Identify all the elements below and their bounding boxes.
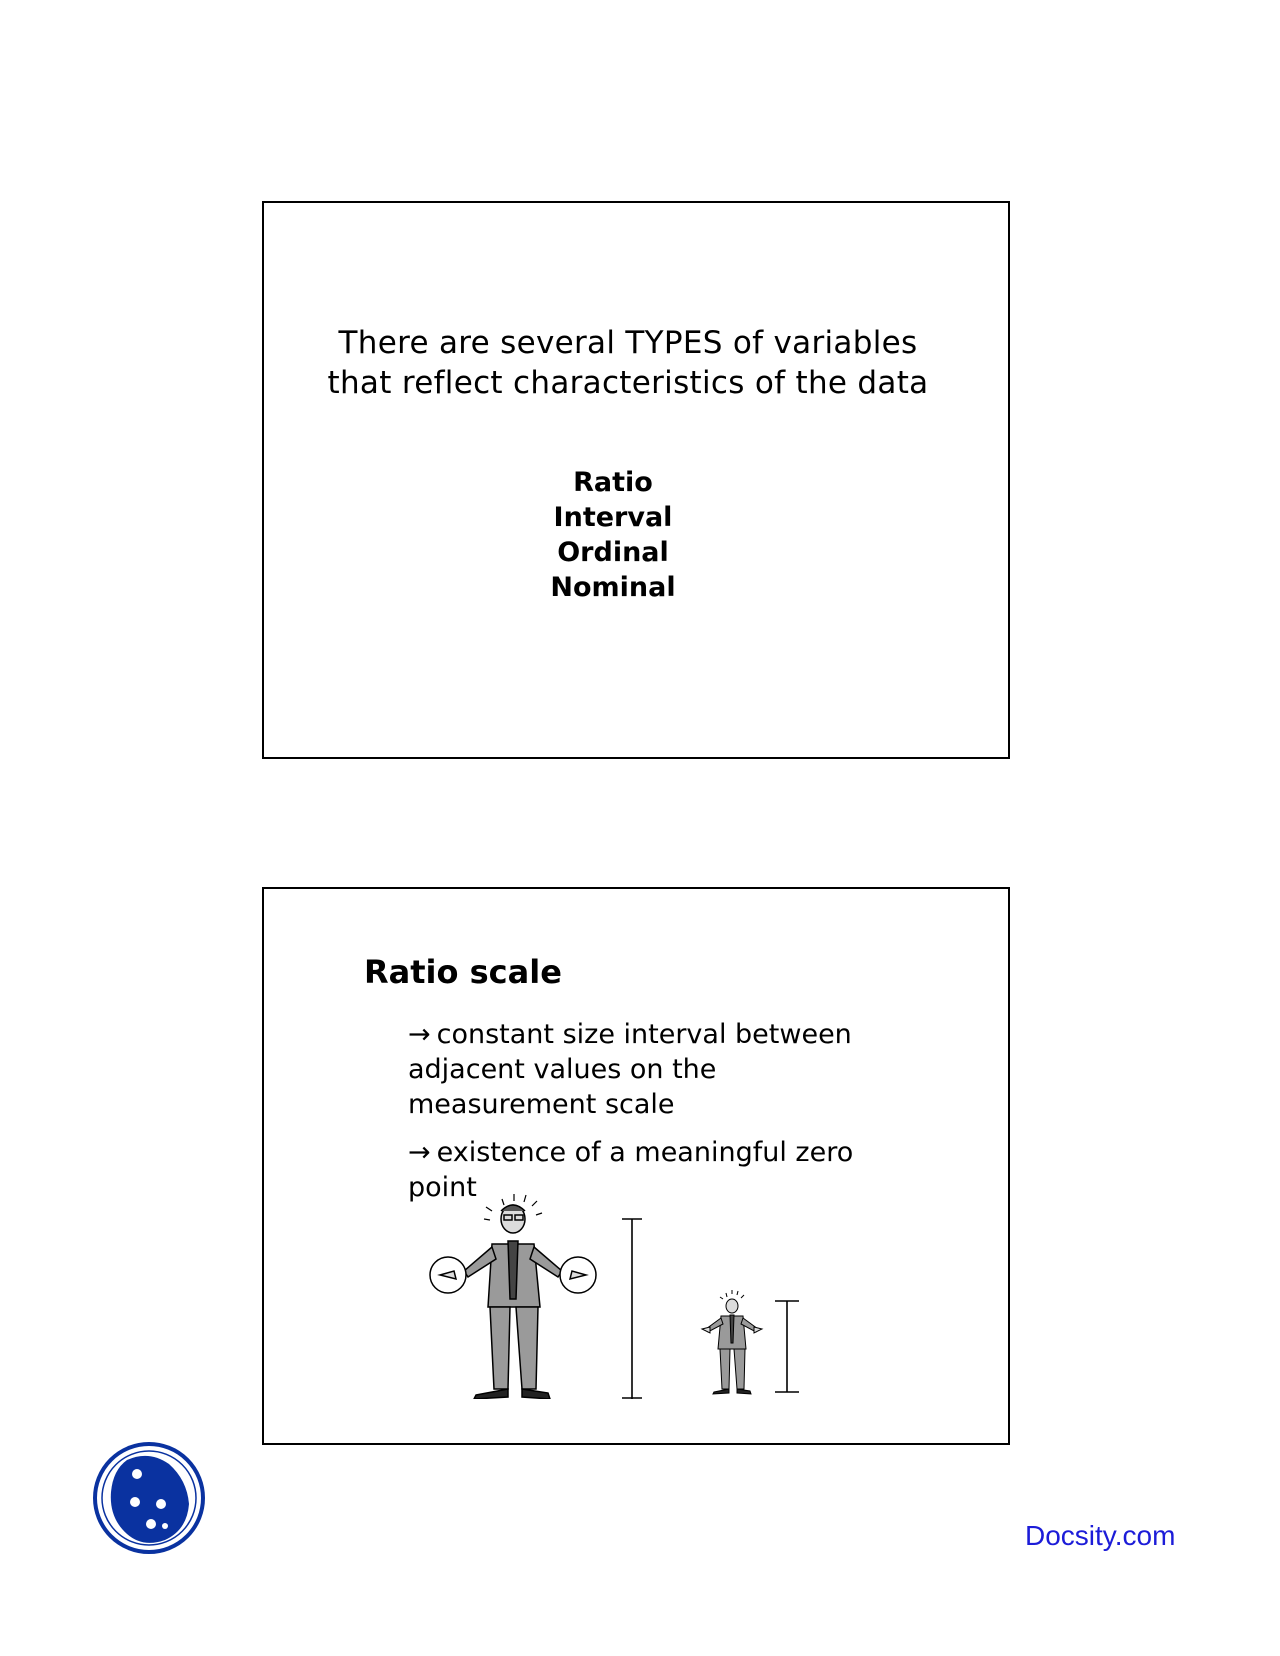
bullet-item bbox=[408, 1017, 878, 1122]
type-ratio: Ratio bbox=[573, 467, 653, 498]
large-height-scale-bar bbox=[622, 1219, 642, 1399]
variable-types-list bbox=[264, 465, 1008, 605]
slide-variable-types bbox=[262, 201, 1010, 759]
slide-ratio-scale bbox=[262, 887, 1010, 1445]
large-man-figure bbox=[430, 1194, 596, 1399]
intro-line: that reflect characteristics of the data bbox=[327, 365, 929, 401]
type-nominal: Nominal bbox=[550, 572, 676, 603]
ratio-scale-illustration bbox=[424, 1189, 804, 1399]
small-height-scale-bar bbox=[775, 1301, 799, 1392]
type-ordinal: Ordinal bbox=[557, 537, 669, 568]
type-interval: Interval bbox=[553, 502, 673, 533]
bullet-text: constant size interval between adjacent values on the measurement scale bbox=[408, 1019, 852, 1120]
docsity-link[interactable]: Docsity.com bbox=[1025, 1520, 1176, 1551]
arrow-right-icon: → bbox=[408, 1137, 431, 1168]
arrow-right-icon: → bbox=[408, 1019, 431, 1050]
bullet-list bbox=[408, 1017, 878, 1218]
docsity-logo-icon bbox=[91, 1440, 207, 1556]
intro-text bbox=[264, 323, 1008, 403]
small-man-figure bbox=[702, 1290, 762, 1394]
slide-title: Ratio scale bbox=[364, 953, 562, 991]
intro-line: There are several TYPES of variables bbox=[338, 325, 918, 361]
bullet-text: existence of a meaningful zero point bbox=[408, 1137, 854, 1203]
